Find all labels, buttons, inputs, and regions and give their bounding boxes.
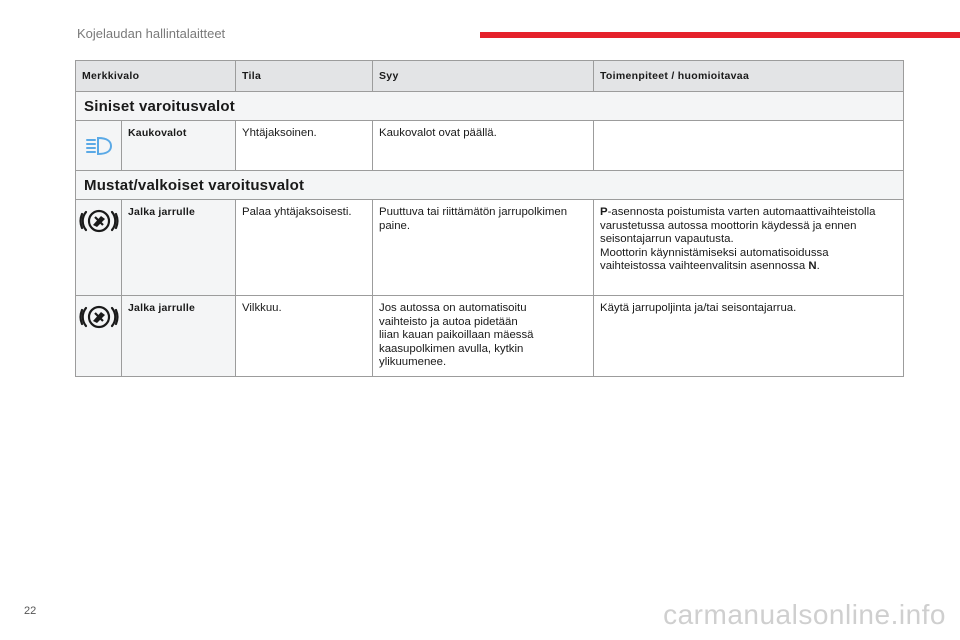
light-state: Vilkkuu. <box>236 296 373 377</box>
table-row <box>76 200 904 296</box>
column-header-syy: Syy <box>373 61 594 92</box>
light-action: Käytä jarrupoljinta ja/tai seisontajarrua. <box>594 296 904 377</box>
icon-cell <box>76 296 122 377</box>
icon-cell <box>76 121 122 171</box>
table-row <box>76 296 904 377</box>
light-name: Kaukovalot <box>122 121 236 171</box>
high-beam-icon <box>84 135 114 157</box>
column-header-tila: Tila <box>236 61 373 92</box>
light-name: Jalka jarrulle <box>122 200 236 296</box>
section-row-blue <box>76 92 904 121</box>
foot-on-brake-icon <box>79 206 119 236</box>
section-title: Siniset varoitusvalot <box>76 92 904 121</box>
light-action <box>594 200 904 296</box>
light-action <box>594 121 904 171</box>
icon-cell <box>76 200 122 296</box>
cause-line: ylikuumenee. <box>379 356 447 368</box>
header-accent-bar <box>480 32 960 38</box>
table-row <box>76 121 904 171</box>
watermark: carmanualsonline.info <box>663 599 946 630</box>
action-text-line2: Moottorin käynnistämiseksi automatisoidussa vaihteistossa vaihteenvalitsin asennossa <box>600 246 829 272</box>
warning-lights-table <box>75 60 904 377</box>
action-text: -asennosta poistumista varten automaattivaihteistolla varustetussa autossa moottorin käydessä ja ennen seisontajarrun vapautusta. <box>600 206 876 245</box>
light-name: Jalka jarrulle <box>122 296 236 377</box>
gear-n-label: N <box>808 260 817 272</box>
section-row-black-white <box>76 171 904 200</box>
cause-line: liian kauan paikoillaan mäessä <box>379 329 534 341</box>
cause-line: vaihteisto ja autoa pidetään <box>379 315 518 328</box>
column-header-merkkivalo: Merkkivalo <box>76 61 236 92</box>
table-header-row <box>76 61 904 92</box>
foot-on-brake-icon <box>79 302 119 332</box>
section-title: Mustat/valkoiset varoitusvalot <box>76 171 904 200</box>
cause-line: Jos autossa on automatisoitu <box>379 302 527 314</box>
page-header-title: Kojelaudan hallintalaitteet <box>77 26 226 41</box>
light-cause: Kaukovalot ovat päällä. <box>373 121 594 171</box>
column-header-toimenpiteet: Toimenpiteet / huomioitavaa <box>594 61 904 92</box>
action-text-end: . <box>816 260 820 272</box>
gear-p-label: P <box>600 206 608 218</box>
light-state: Palaa yhtäjaksoisesti. <box>236 200 373 296</box>
light-state: Yhtäjaksoinen. <box>236 121 373 171</box>
page-number: 22 <box>24 605 37 617</box>
light-cause: Puuttuva tai riittämätön jarrupolkimen paine. <box>373 200 594 296</box>
cause-line: kaasupolkimen avulla, kytkin <box>379 342 524 355</box>
light-cause <box>373 296 594 377</box>
